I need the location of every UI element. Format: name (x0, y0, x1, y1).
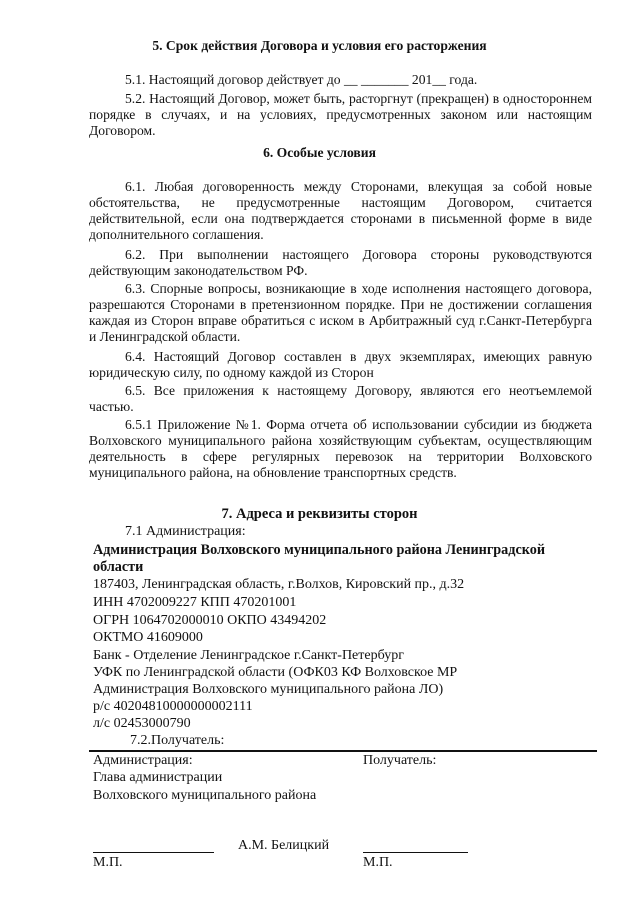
paragraph-6-1: 6.1. Любая договоренность между Сторонами, влекущая за собой новые обстоятельства, не предусмотренные настоящим Договором, считается действительной, если она подтверждается сторонами в письменной форме в виде дополнительного соглашения. (89, 179, 592, 242)
recipient-heading: 7.2.Получатель: (130, 733, 225, 748)
org-admin-name: Администрация Волховского муниципального района ЛО) (93, 682, 444, 697)
stamp-right-label: М.П. (363, 855, 393, 870)
signature-right-role: Получатель: (363, 753, 437, 768)
paragraph-6-2: 6.2. При выполнении настоящего Договора стороны руководствуются действующим законодательством РФ. (89, 247, 592, 278)
org-ogrn-okpo: ОГРН 1064702000010 ОКПО 43494202 (93, 613, 327, 628)
org-address: 187403, Ленинградская область, г.Волхов, Кировский пр., д.32 (93, 577, 465, 592)
paragraph-6-3: 6.3. Спорные вопросы, возникающие в ходе исполнения настоящего договора, разрешаются Сторонами в претензионном порядке. При не достижении соглашения каждая из Сторон вправе обратиться с иском в Арбитражный суд г.Санкт-Петербурга и Ленинградской области. (89, 281, 592, 344)
signature-left-position-2: Волховского муниципального района (93, 788, 317, 803)
signature-left-line (93, 852, 214, 853)
paragraph-5-1: 5.1. Настоящий договор действует до __ _______ 201__ года. (125, 72, 478, 87)
paragraph-6-4: 6.4. Настоящий Договор составлен в двух экземплярах, имеющих равную юридическую силу, по одному каждой из Сторон (89, 349, 592, 380)
signature-left-role: Администрация: (93, 753, 193, 768)
paragraph-6-5-1: 6.5.1 Приложение №1. Форма отчета об использовании субсидии из бюджета Волховского муниципального района хозяйствующим субъектам, осуществляющим деятельность в сфере регулярных перевозок на территории Волховского муниципального района, на обновление транспортных средств. (89, 417, 592, 480)
section-5-title: 5. Срок действия Договора и условия его расторжения (152, 38, 487, 53)
signature-right-line (363, 852, 468, 853)
org-name-line-1: Администрация Волховского муниципального района Ленинградской (93, 542, 545, 558)
org-oktmo: ОКТМО 41609000 (93, 630, 203, 645)
org-ufk: УФК по Ленинградской области (ОФК03 КФ Волховское МР (93, 665, 458, 680)
section-6-title: 6. Особые условия (263, 145, 376, 160)
signer-name: А.М. Белицкий (238, 838, 330, 853)
org-rs-account: р/с 40204810000000002111 (93, 699, 253, 714)
signature-block-top-rule (89, 750, 597, 752)
signature-left-position-1: Глава администрации (93, 770, 223, 785)
org-ls-account: л/с 02453000790 (93, 716, 191, 731)
section-7-title: 7. Адреса и реквизиты сторон (221, 506, 418, 522)
org-inn-kpp: ИНН 4702009227 КПП 470201001 (93, 595, 297, 610)
paragraph-5-2: 5.2. Настоящий Договор, может быть, расторгнут (прекращен) в одностороннем порядке в случаях, и на условиях, предусмотренных законом или настоящим Договором. (89, 91, 592, 138)
stamp-left-label: М.П. (93, 855, 123, 870)
paragraph-6-5: 6.5. Все приложения к настоящему Договору, являются его неотъемлемой частью. (89, 383, 592, 414)
org-name-line-2: области (93, 559, 144, 575)
admin-heading: 7.1 Администрация: (125, 524, 246, 539)
org-bank: Банк - Отделение Ленинградское г.Санкт-Петербург (93, 648, 404, 663)
